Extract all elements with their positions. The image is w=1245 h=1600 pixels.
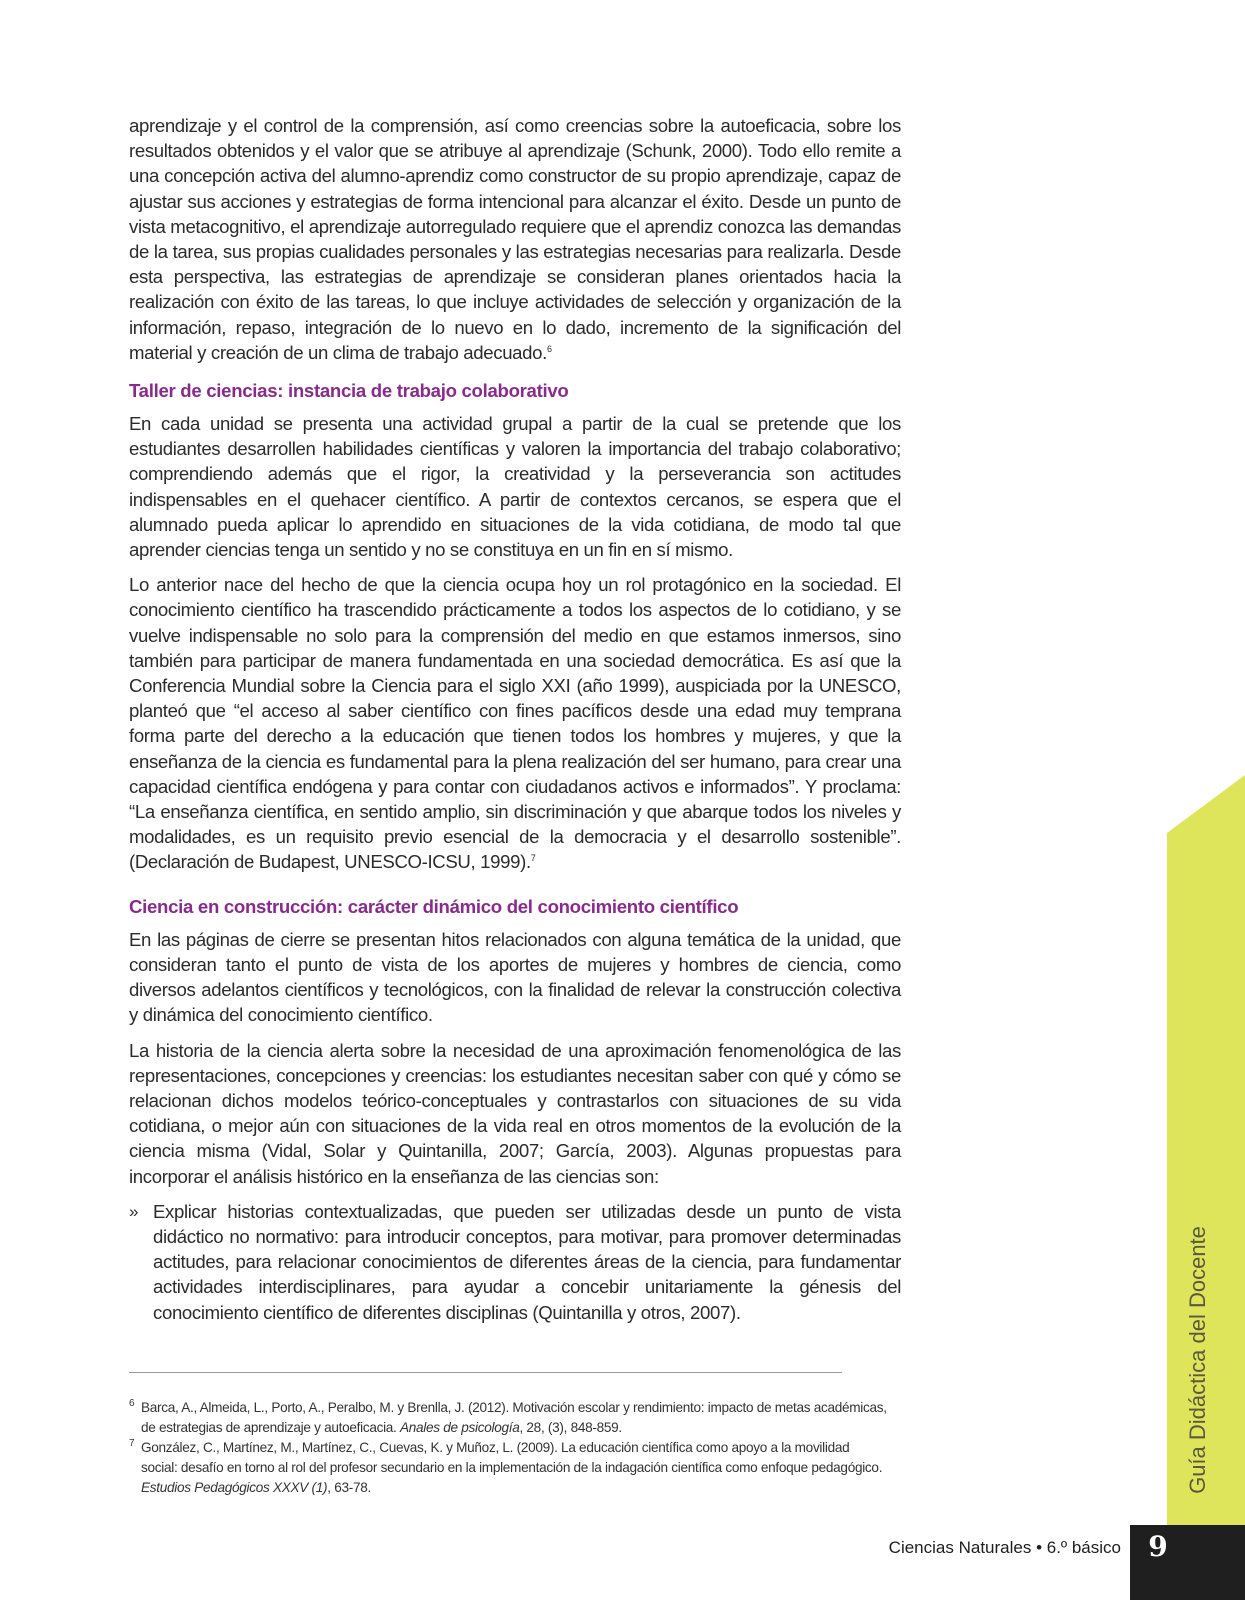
ciencia-paragraph-2: La historia de la ciencia alerta sobre la necesidad de una aproximación fenomenológica de las representaciones, concepciones y creencias: los estudiantes necesitan saber con qué y cómo se relacionan dichos modelos teórico-conceptuales y contrastarlos con situaciones de su vida cotidiana, o mejor aún con situaciones de la vida real en otros momentos de la evolución de la ciencia misma (Vidal, Solar y Quintanilla, 2007; García, 2003). Algunas propuestas para incorporar el análisis histórico en la enseñanza de las ciencias son: xyxy=(129,1039,901,1187)
footnote-ref-7: 7 xyxy=(530,853,536,864)
footnote-6: 6 Barca, A., Almeida, L., Porto, A., Peralbo, M. y Brenlla, J. (2012). Motivación escolar y rendimiento: impacto de metas académicas, de estrategias de aprendizaje y autoeficacia. Anales de psicología, 28, (3), 848-859. xyxy=(129,1398,889,1438)
bullet-text: Explicar historias contextualizadas, que pueden ser utilizadas desde un punto de vista didáctico no normativo: para introducir conceptos, para motivar, para promover determinadas actitudes, para relacionar conocimientos de diferentes áreas de la ciencia, para fundamentar actividades interdisciplinares, para ayudar a concebir unitariamente la génesis del conocimiento científico de diferentes disciplinas (Quintanilla y otros, 2007). xyxy=(153,1200,901,1323)
side-tab-label: Guía Didáctica del Docente xyxy=(1185,1226,1211,1494)
page-number: 9 xyxy=(1148,1530,1168,1563)
footnotes xyxy=(129,1398,889,1498)
footer-subject: Ciencias Naturales • 6.º básico xyxy=(888,1538,1121,1557)
section-heading-ciencia: Ciencia en construcción: carácter dinámico del conocimiento científico xyxy=(129,895,739,917)
bullet-marker: » xyxy=(129,1201,139,1221)
footnote-divider xyxy=(129,1372,842,1373)
list-item xyxy=(129,1199,901,1325)
intro-paragraph: aprendizaje y el control de la comprensión, así como creencias sobre la autoeficacia, sobre los resultados obtenidos y el valor que se atribuye al aprendizaje (Schunk, 2000). Todo ello remite a una concepción activa del alumno-aprendiz como constructor de su propio aprendizaje, capaz de ajustar sus acciones y estrategias de forma intencional para alcanzar el éxito. Desde un punto de vista metacognitivo, el aprendizaje autorregulado requiere que el aprendiz conozca las demandas de la tarea, sus propias cualidades personales y las estrategias necesarias para realizarla. Desde esta perspectiva, las estrategias de aprendizaje se consideran planes orientados hacia la realización con éxito de las tareas, lo que incluye actividades de selección y organización de la información, repaso, integración de lo nuevo en lo dado, incremento de la significación del material y creación de un clima de trabajo adecuado.$^6$ xyxy=(129,115,901,363)
taller-paragraph-1: En cada unidad se presenta una actividad grupal a partir de la cual se pretende que los estudiantes desarrollen habilidades científicas y valoren la importancia del trabajo colaborativo; comprendiendo además que el rigor, la creatividad y la perseverancia son actitudes indispensables en el quehacer científico. A partir de contextos cercanos, se espera que el alumnado pueda aplicar lo aprendido en situaciones de la vida cotidiana, de modo tal que aprender ciencias tenga un sentido y no se constituya en un fin en sí mismo. xyxy=(129,413,901,561)
footnote-number: 6 xyxy=(129,1398,135,1409)
footnote-7: 7 González, C., Martínez, M., Martínez, C., Cuevas, K. y Muñoz, L. (2009). La educación científica como apoyo a la movilidad social: desafío en torno al rol del profesor secundario en la implementación de la indagación científica como enfoque pedagógico. Estudios Pedagógicos XXXV (1), 63-78. xyxy=(129,1438,889,1498)
footnote-number: 7 xyxy=(129,1438,135,1449)
main-text xyxy=(129,113,901,1325)
section-heading-taller: Taller de ciencias: instancia de trabajo colaborativo xyxy=(129,380,569,402)
footnote-ref-6: 6 xyxy=(546,343,552,354)
ciencia-paragraph-1: En las páginas de cierre se presentan hitos relacionados con alguna temática de la unidad, que consideran tanto el punto de vista de los aportes de mujeres y hombres de ciencia, como diversos adelantos científicos y tecnológicos, con la finalidad de relevar la construcción colectiva y dinámica del conocimiento científico. xyxy=(129,928,901,1026)
taller-paragraph-2: Lo anterior nace del hecho de que la ciencia ocupa hoy un rol protagónico en la sociedad. El conocimiento científico ha trascendido prácticamente a todos los aspectos de lo cotidiano, y se vuelve indispensable no solo para la comprensión del medio en que estamos inmersos, sino también para participar de manera fundamentada en una sociedad democrática. Es así que la Conferencia Mundial sobre la Ciencia para el siglo XXI (año 1999), auspiciada por la UNESCO, planteó que “el acceso al saber científico con fines pacíficos desde una edad muy temprana forma parte del derecho a la educación que tienen todos los hombres y mujeres, y que la enseñanza de la ciencia es fundamental para la plena realización del ser humano, para crear una capacidad científica endógena y para contar con ciudadanos activos e informados”. Y proclama: “La enseñanza científica, en sentido amplio, sin discriminación y que abarque todos los niveles y modalidades, es un requisito previo esencial de la democracia y el desarrollo sostenible”. (Declaración de Budapest, UNESCO-ICSU, 1999).$^7$ xyxy=(129,574,901,873)
